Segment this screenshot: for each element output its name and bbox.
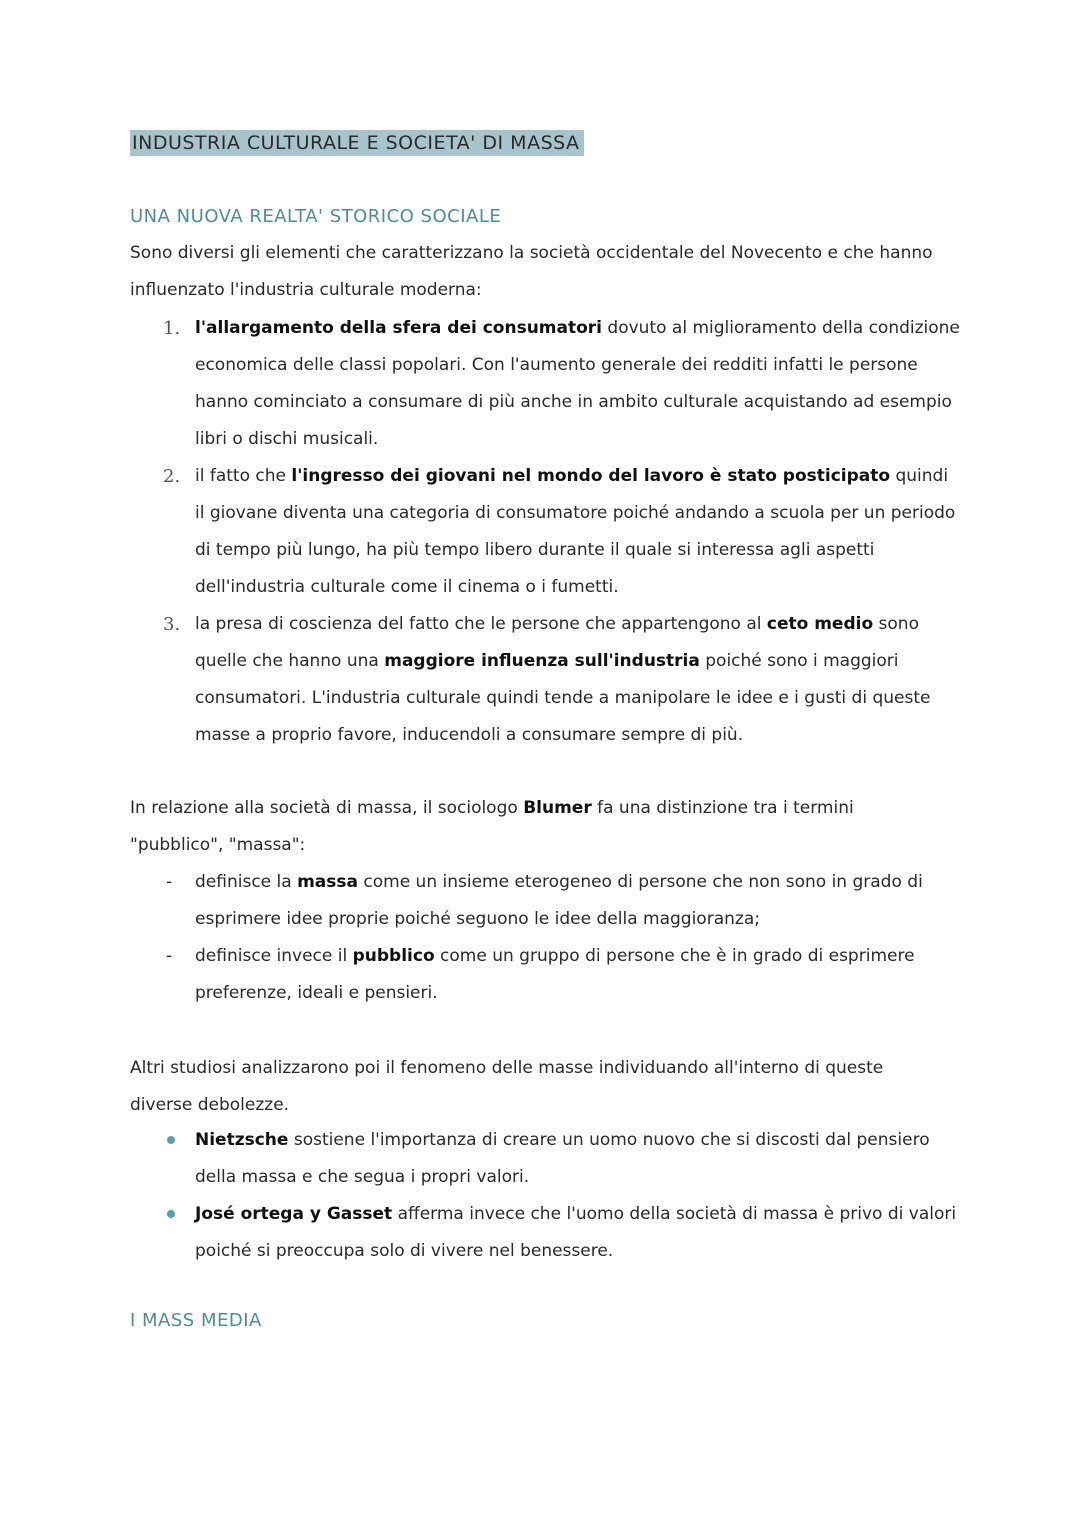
item-text: la presa di coscienza del fatto che le persone che appartengono al xyxy=(195,614,767,634)
paragraph-text: In relazione alla società di massa, il sociologo xyxy=(130,798,524,818)
dash-marker: - xyxy=(166,946,173,966)
dash-list xyxy=(130,864,960,1012)
item-bold: pubblico xyxy=(352,946,435,966)
blumer-name: Blumer xyxy=(523,798,592,818)
item-bold: ceto medio xyxy=(766,614,874,634)
item-text: il fatto che xyxy=(195,466,292,486)
list-item xyxy=(130,938,960,1012)
item-text: poiché sono i maggiori consumatori. L'industria culturale quindi tende a manipolare le idee e i gusti di queste masse a proprio favore, inducendoli a consumare sempre di più. xyxy=(195,651,931,745)
dash-marker: - xyxy=(166,872,173,892)
item-text: come un gruppo di persone che è in grado di esprimere preferenze, ideali e pensieri. xyxy=(195,946,915,1003)
list-number: 1. xyxy=(163,318,181,339)
item-text: definisce la xyxy=(195,872,298,892)
section-heading-realta: UNA NUOVA REALTA' STORICO SOCIALE xyxy=(130,206,502,227)
item-bold: l'allargamento della sfera dei consumatori xyxy=(195,318,603,338)
item-text: sostiene l'importanza di creare un uomo nuovo che si discosti dal pensiero della massa e che segua i propri valori. xyxy=(195,1130,930,1187)
list-item xyxy=(130,606,960,754)
bullet-dot-icon xyxy=(167,1210,175,1218)
item-bold: maggiore influenza sull'industria xyxy=(384,651,700,671)
intro-paragraph: Sono diversi gli elementi che caratterizzano la società occidentale del Novecento e che hanno influenzato l'industria culturale moderna: xyxy=(130,243,933,300)
list-item xyxy=(130,1196,960,1270)
numbered-list xyxy=(130,310,960,754)
others-paragraph: Altri studiosi analizzarono poi il fenomeno delle masse individuando all'interno di queste diverse debolezze. xyxy=(130,1058,884,1115)
item-bold: l'ingresso dei giovani nel mondo del lavoro è stato posticipato xyxy=(291,466,891,486)
paragraph-text: fa una distinzione tra i termini "pubblico", "massa": xyxy=(130,798,854,855)
list-number: 3. xyxy=(163,614,181,635)
item-bold: massa xyxy=(297,872,358,892)
list-number: 2. xyxy=(163,466,181,487)
item-text: dovuto al miglioramento della condizione economica delle classi popolari. Con l'aumento generale dei redditi infatti le persone hanno cominciato a consumare di più anche in ambito culturale acquistando ad esempio libri o dischi musicali. xyxy=(195,318,960,449)
item-bold: José ortega y Gasset xyxy=(195,1204,393,1224)
blumer-paragraph xyxy=(130,790,950,864)
page-title: INDUSTRIA CULTURALE E SOCIETA' DI MASSA xyxy=(130,130,584,156)
list-item xyxy=(130,310,960,458)
item-text: definisce invece il xyxy=(195,946,353,966)
list-item xyxy=(130,864,960,938)
item-text: sono quelle che hanno una xyxy=(195,614,919,671)
item-text: quindi il giovane diventa una categoria di consumatore poiché andando a scuola per un periodo di tempo più lungo, ha più tempo libero durante il quale si interessa agli aspetti dell'industria culturale come il cinema o i fumetti. xyxy=(195,466,956,597)
item-text: come un insieme eterogeneo di persone che non sono in grado di esprimere idee proprie poiché seguono le idee della maggioranza; xyxy=(195,872,923,929)
item-bold: Nietzsche xyxy=(195,1130,289,1150)
item-text: afferma invece che l'uomo della società di massa è privo di valori poiché si preoccupa solo di vivere nel benessere. xyxy=(195,1204,957,1261)
list-item xyxy=(130,458,960,606)
bullet-dot-icon xyxy=(167,1136,175,1144)
section-heading-mass-media: I MASS MEDIA xyxy=(130,1310,262,1331)
bullet-list xyxy=(130,1122,960,1270)
list-item xyxy=(130,1122,960,1196)
